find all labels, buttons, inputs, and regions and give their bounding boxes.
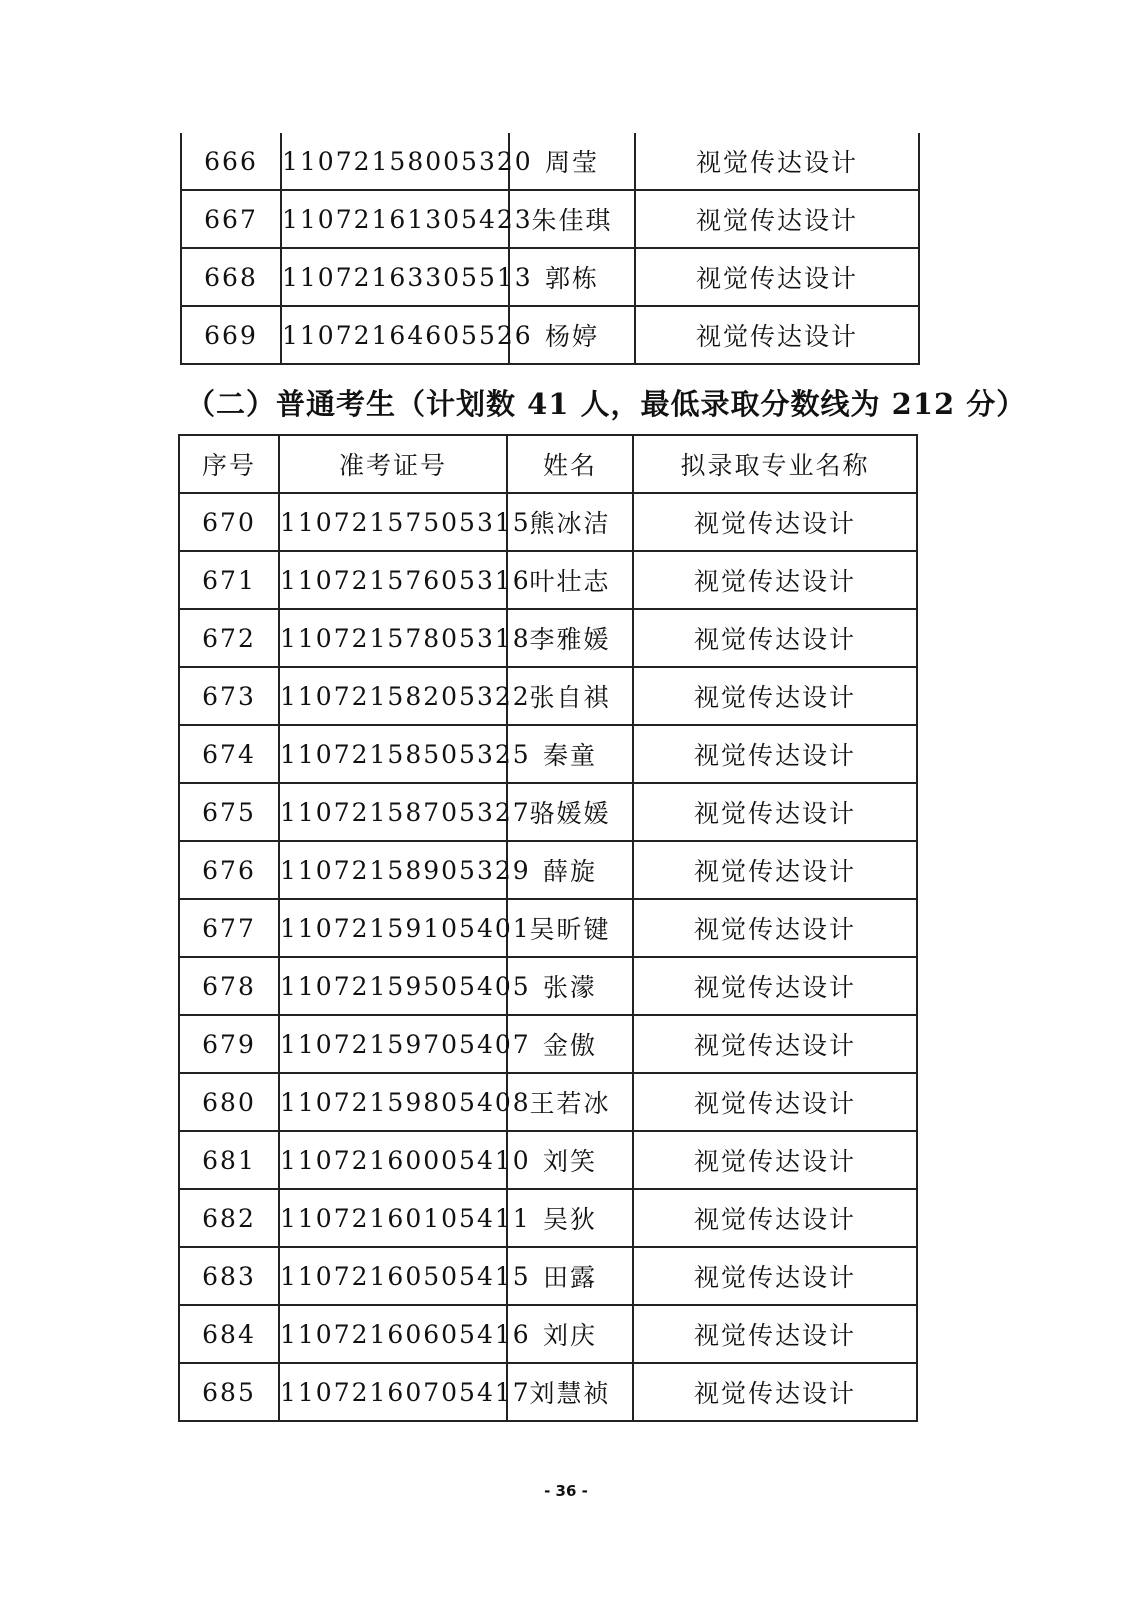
main-table xyxy=(178,434,918,1422)
cell-serial: 670 xyxy=(179,493,279,551)
cell-serial: 671 xyxy=(179,551,279,609)
cell-serial: 674 xyxy=(179,725,279,783)
table-row xyxy=(179,783,917,841)
section-heading: （二）普通考生（计划数 41 人，最低录取分数线为 212 分） xyxy=(186,387,1027,421)
cell-exam-id: 11072163305513 xyxy=(281,248,509,306)
table-row xyxy=(179,551,917,609)
table-row xyxy=(179,1247,917,1305)
cell-serial: 672 xyxy=(179,609,279,667)
cell-name: 杨婷 xyxy=(509,306,635,364)
cell-major: 视觉传达设计 xyxy=(635,248,919,306)
cell-name: 骆媛媛 xyxy=(507,783,633,841)
cell-serial: 683 xyxy=(179,1247,279,1305)
cell-serial: 680 xyxy=(179,1073,279,1131)
header-name: 姓名 xyxy=(507,435,633,493)
cell-exam-id: 11072159705407 xyxy=(279,1015,507,1073)
cell-serial: 673 xyxy=(179,667,279,725)
cell-major: 视觉传达设计 xyxy=(633,1363,917,1421)
cell-major: 视觉传达设计 xyxy=(633,1247,917,1305)
table-row xyxy=(179,1073,917,1131)
cell-name: 薛旋 xyxy=(507,841,633,899)
table-row xyxy=(179,841,917,899)
cell-exam-id: 11072158505325 xyxy=(279,725,507,783)
cell-serial: 678 xyxy=(179,957,279,1015)
cell-name: 郭栋 xyxy=(509,248,635,306)
cell-exam-id: 11072160005410 xyxy=(279,1131,507,1189)
cell-major: 视觉传达设计 xyxy=(633,1015,917,1073)
cell-major: 视觉传达设计 xyxy=(635,306,919,364)
table-row xyxy=(179,1131,917,1189)
cell-exam-id: 11072164605526 xyxy=(281,306,509,364)
table-row xyxy=(179,1363,917,1421)
table-row xyxy=(179,725,917,783)
cell-exam-id: 11072160705417 xyxy=(279,1363,507,1421)
cell-major: 视觉传达设计 xyxy=(633,667,917,725)
cell-name: 张自祺 xyxy=(507,667,633,725)
cell-serial: 677 xyxy=(179,899,279,957)
cell-serial: 679 xyxy=(179,1015,279,1073)
cell-major: 视觉传达设计 xyxy=(633,493,917,551)
table-row xyxy=(179,609,917,667)
table-row xyxy=(179,1305,917,1363)
table-row xyxy=(181,190,919,248)
cell-exam-id: 11072157805318 xyxy=(279,609,507,667)
cell-name: 刘慧祯 xyxy=(507,1363,633,1421)
cell-serial: 667 xyxy=(181,190,281,248)
cell-exam-id: 11072158005320 xyxy=(281,133,509,190)
cell-name: 田露 xyxy=(507,1247,633,1305)
cell-name: 周莹 xyxy=(509,133,635,190)
header-serial: 序号 xyxy=(179,435,279,493)
cell-major: 视觉传达设计 xyxy=(633,1305,917,1363)
cell-serial: 666 xyxy=(181,133,281,190)
cell-name: 刘庆 xyxy=(507,1305,633,1363)
cell-major: 视觉传达设计 xyxy=(633,609,917,667)
cell-serial: 684 xyxy=(179,1305,279,1363)
cell-serial: 681 xyxy=(179,1131,279,1189)
cell-major: 视觉传达设计 xyxy=(633,957,917,1015)
cell-name: 朱佳琪 xyxy=(509,190,635,248)
table-row xyxy=(179,667,917,725)
table-row xyxy=(181,133,919,190)
cell-major: 视觉传达设计 xyxy=(635,133,919,190)
cell-name: 李雅媛 xyxy=(507,609,633,667)
top-table xyxy=(180,133,920,365)
cell-exam-id: 11072160105411 xyxy=(279,1189,507,1247)
cell-name: 刘笑 xyxy=(507,1131,633,1189)
cell-serial: 685 xyxy=(179,1363,279,1421)
header-exam-id: 准考证号 xyxy=(279,435,507,493)
cell-exam-id: 11072159105401 xyxy=(279,899,507,957)
cell-exam-id: 11072157505315 xyxy=(279,493,507,551)
cell-exam-id: 11072160505415 xyxy=(279,1247,507,1305)
cell-serial: 682 xyxy=(179,1189,279,1247)
table-row xyxy=(179,493,917,551)
table-row xyxy=(179,1015,917,1073)
cell-exam-id: 11072159505405 xyxy=(279,957,507,1015)
cell-exam-id: 11072158705327 xyxy=(279,783,507,841)
cell-name: 王若冰 xyxy=(507,1073,633,1131)
cell-exam-id: 11072160605416 xyxy=(279,1305,507,1363)
cell-serial: 676 xyxy=(179,841,279,899)
cell-name: 吴昕键 xyxy=(507,899,633,957)
table-header-row xyxy=(179,435,917,493)
cell-name: 金傲 xyxy=(507,1015,633,1073)
cell-serial: 675 xyxy=(179,783,279,841)
top-table-body xyxy=(181,133,919,364)
cell-name: 吴狄 xyxy=(507,1189,633,1247)
cell-serial: 669 xyxy=(181,306,281,364)
cell-major: 视觉传达设计 xyxy=(633,1189,917,1247)
cell-major: 视觉传达设计 xyxy=(633,841,917,899)
cell-major: 视觉传达设计 xyxy=(633,1131,917,1189)
page-number: - 36 - xyxy=(544,1482,588,1500)
cell-major: 视觉传达设计 xyxy=(635,190,919,248)
table-row xyxy=(181,306,919,364)
cell-exam-id: 11072158205322 xyxy=(279,667,507,725)
cell-exam-id: 11072159805408 xyxy=(279,1073,507,1131)
cell-name: 张濛 xyxy=(507,957,633,1015)
header-major: 拟录取专业名称 xyxy=(633,435,917,493)
cell-exam-id: 11072161305423 xyxy=(281,190,509,248)
cell-name: 叶壮志 xyxy=(507,551,633,609)
cell-major: 视觉传达设计 xyxy=(633,783,917,841)
table-row xyxy=(179,957,917,1015)
table-row xyxy=(179,899,917,957)
table-row xyxy=(181,248,919,306)
cell-major: 视觉传达设计 xyxy=(633,899,917,957)
cell-serial: 668 xyxy=(181,248,281,306)
main-table-body xyxy=(179,493,917,1421)
cell-name: 秦童 xyxy=(507,725,633,783)
cell-exam-id: 11072157605316 xyxy=(279,551,507,609)
cell-major: 视觉传达设计 xyxy=(633,725,917,783)
cell-exam-id: 11072158905329 xyxy=(279,841,507,899)
cell-major: 视觉传达设计 xyxy=(633,1073,917,1131)
table-row xyxy=(179,1189,917,1247)
cell-name: 熊冰洁 xyxy=(507,493,633,551)
cell-major: 视觉传达设计 xyxy=(633,551,917,609)
